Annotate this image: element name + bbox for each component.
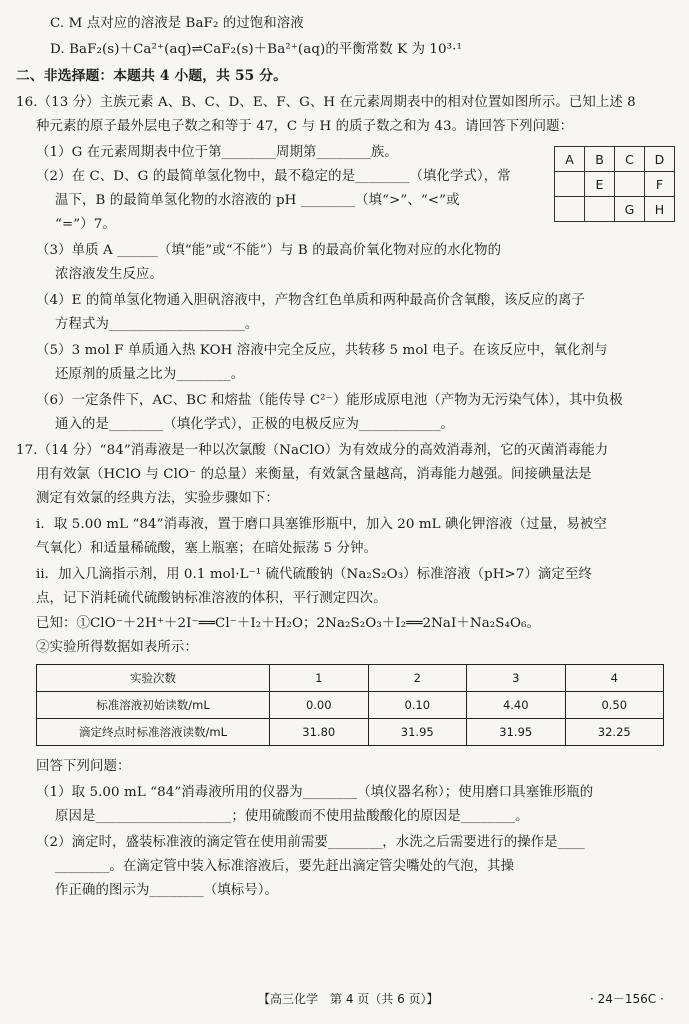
grid-cell: E xyxy=(585,172,615,197)
q16-part1: （1）G 在元素周期表中位于第________周期第________族。 xyxy=(36,145,398,160)
q16-part5-line1: （5）3 mol F 单质通入热 KOH 溶液中完全反应，共转移 5 mol 电子。在该反应中，氧化剂与 xyxy=(36,343,608,358)
table-cell: 0.10 xyxy=(368,692,467,719)
table-header-cell: 4 xyxy=(565,665,664,692)
section-heading: 二、非选择题：本题共 4 小题，共 55 分。 xyxy=(16,68,288,84)
table-row xyxy=(37,692,664,719)
table-header-row xyxy=(37,665,664,692)
q16-part2-line3: “=”）7。 xyxy=(55,217,116,232)
table-cell: 0.00 xyxy=(270,692,369,719)
q16-part2-line1: （2）在 C、D、G 的最简单氢化物中，最不稳定的是________（填化学式），常 xyxy=(36,169,511,184)
grid-cell xyxy=(615,172,645,197)
q17-step1-line1: ⅰ．取 5.00 mL “84”消毒液，置于磨口具塞锥形瓶中，加入 20 mL 碘化钾溶液（过量，易被空 xyxy=(36,517,607,532)
q16-part6-line1: （6）一定条件下，AC、BC 和熔盐（能传导 C²⁻）能形成原电池（产物为无污染气体），其中负极 xyxy=(36,393,623,408)
grid-row xyxy=(555,197,675,222)
q17-part2-line3: 作正确的图示为________（填标号）。 xyxy=(55,883,279,898)
grid-cell: G xyxy=(615,197,645,222)
q16-part4-line1: （4）E 的简单氢化物通入胆矾溶液中，产物含红色单质和两种最高价含氧酸，该反应的离子 xyxy=(36,293,585,308)
grid-cell: F xyxy=(645,172,675,197)
q17-known-equations: 已知：①ClO⁻＋2H⁺＋2I⁻══Cl⁻＋I₂＋H₂O；2Na₂S₂O₃＋I₂══2NaI＋Na₂S₄O₆。 xyxy=(36,616,541,631)
table-cell: 4.40 xyxy=(467,692,566,719)
q16-part5-line2: 还原剂的质量之比为________。 xyxy=(55,367,245,382)
grid-cell: B xyxy=(585,147,615,172)
table-header-cell: 3 xyxy=(467,665,566,692)
q17-stem-line3: 测定有效氯的经典方法，实验步骤如下： xyxy=(36,491,279,506)
page-footer-code: · 24－156C · xyxy=(590,992,664,1006)
grid-cell xyxy=(585,197,615,222)
table-header-cell: 1 xyxy=(270,665,369,692)
q17-part1-line1: （1）取 5.00 mL “84”消毒液所用的仪器为________（填仪器名称）；使用磨口具塞锥形瓶的 xyxy=(36,785,594,800)
table-header-cell: 2 xyxy=(368,665,467,692)
grid-row xyxy=(555,172,675,197)
q16-part3-line2: 浓溶液发生反应。 xyxy=(55,267,163,282)
q17-part2-line1: （2）滴定时，盛装标准液的滴定管在使用前需要________，水洗之后需要进行的操作是____ xyxy=(36,835,585,850)
grid-cell xyxy=(555,197,585,222)
q17-step1-line2: 气氧化）和适量稀硫酸，塞上瓶塞；在暗处振荡 5 分钟。 xyxy=(36,541,378,556)
table-header-cell: 实验次数 xyxy=(37,665,270,692)
table-cell: 滴定终点时标准溶液读数/mL xyxy=(37,719,270,746)
q17-table-intro: ②实验所得数据如表所示： xyxy=(36,640,198,655)
page-footer-title: 【高三化学 第 4 页（共 6 页）】 xyxy=(258,992,439,1006)
q17-step2-line1: ⅱ．加入几滴指示剂，用 0.1 mol·L⁻¹ 硫代硫酸钠（Na₂S₂O₃）标准溶液（pH>7）滴定至终 xyxy=(36,567,592,582)
grid-cell: D xyxy=(645,147,675,172)
table-cell: 31.80 xyxy=(270,719,369,746)
table-cell: 标准溶液初始读数/mL xyxy=(37,692,270,719)
table-row xyxy=(37,719,664,746)
q17-part1-line2: 原因是____________________；使用硫酸而不使用盐酸酸化的原因是________。 xyxy=(55,809,529,824)
q17-part2-line2: ________。在滴定管中装入标准溶液后，要先赶出滴定管尖嘴处的气泡，其操 xyxy=(55,859,515,874)
q16-part4-line2: 方程式为____________________。 xyxy=(55,317,259,332)
grid-cell: C xyxy=(615,147,645,172)
q16-part6-line2: 通入的是________（填化学式），正极的电极反应为____________。 xyxy=(55,417,455,432)
q16-stem-line1: 16.（13 分）主族元素 A、B、C、D、E、F、G、H 在元素周期表中的相对位置如图所示。已知上述 8 xyxy=(16,95,636,110)
element-position-grid xyxy=(554,146,675,222)
table-cell: 31.95 xyxy=(467,719,566,746)
table-cell: 31.95 xyxy=(368,719,467,746)
q16-part3-line1: （3）单质 A ______（填“能”或“不能”）与 B 的最高价氧化物对应的水化物的 xyxy=(36,243,502,258)
q17-answer-prompt: 回答下列问题： xyxy=(36,759,131,774)
q17-stem-line1: 17.（14 分）“84”消毒液是一种以次氯酸（NaClO）为有效成分的高效消毒剂，它的灭菌消毒能力 xyxy=(16,443,609,458)
table-cell: 32.25 xyxy=(565,719,664,746)
q17-stem-line2: 用有效氯（HClO 与 ClO⁻ 的总量）来衡量，有效氯含量越高，消毒能力越强。间接碘量法是 xyxy=(36,467,592,482)
grid-row xyxy=(555,147,675,172)
grid-cell: A xyxy=(555,147,585,172)
table-cell: 0.50 xyxy=(565,692,664,719)
option-d: D. BaF₂(s)＋Ca²⁺(aq)⇌CaF₂(s)＋Ba²⁺(aq)的平衡常数 K 为 10³·¹ xyxy=(50,42,462,57)
titration-data-table xyxy=(36,664,664,746)
option-c: C. M 点对应的溶液是 BaF₂ 的过饱和溶液 xyxy=(50,16,304,31)
grid-cell: H xyxy=(645,197,675,222)
q16-part2-line2: 温下，B 的最简单氢化物的水溶液的 pH ________（填“>”、“<”或 xyxy=(55,193,460,208)
q17-step2-line2: 点，记下消耗硫代硫酸钠标准溶液的体积，平行测定四次。 xyxy=(36,591,387,606)
q16-stem-line2: 种元素的原子最外层电子数之和等于 47，C 与 H 的质子数之和为 43。请回答下列问题： xyxy=(36,119,574,134)
grid-cell xyxy=(555,172,585,197)
